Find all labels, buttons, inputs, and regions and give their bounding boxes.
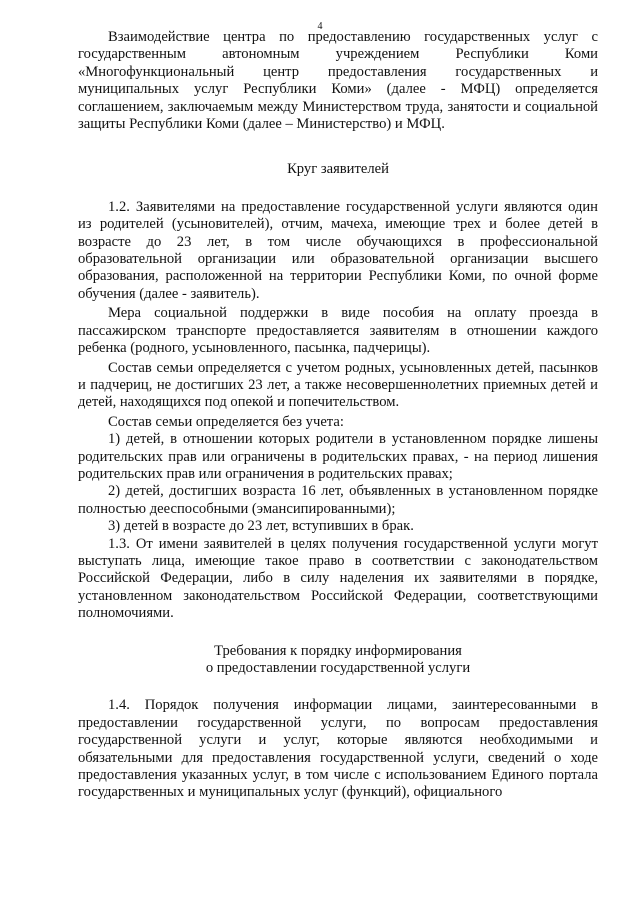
paragraph-support-measure: Мера социальной поддержки в виде пособия на оплату проезда в пассажирском транспорте предоставляется заявителям в отношении каждого ребенка (родного, усыновленного, пасынка, падчерицы). (78, 305, 598, 357)
section-heading-informing-line-2: о предоставлении государственной услуги (205, 660, 471, 676)
paragraph-1-3: 1.3. От имени заявителей в целях получения государственной услуги могут выступать лица, имеющие такое право в соответствии с законодательством Российской Федерации, либо в силу наделения их заявителями в порядке, установленном законодательством Российской Федерации, соответствующими полномочиями. (78, 535, 598, 622)
section-heading-informing-line-1: Требования к порядку информирования (214, 642, 462, 659)
paragraph-family-exclusions: Состав семьи определяется без учета: (108, 413, 344, 430)
page-content (78, 29, 598, 802)
intro-paragraph: Взаимодействие центра по предоставлению государственных услуг с государственным автономным учреждением Республики Коми «Многофункциональный центр предоставления государственных и муниципальных услуг Республики Коми» (далее - МФЦ) определяется соглашением, заключаемым между Министерством труда, занятости и социальной защиты Республики Коми (далее – Министерство) и МФЦ. (78, 29, 598, 133)
exclusion-item-1: 1) детей, в отношении которых родители в установленном порядке лишены родительских прав или ограничены в родительских правах, - на период лишения родительских прав или ограничения в родительских правах; (78, 431, 598, 482)
page-number: 4 (317, 21, 323, 32)
exclusion-item-2: 2) детей, достигших возраста 16 лет, объявленных в установленном порядке полностью дееспособными (эмансипированными); (78, 483, 598, 517)
paragraph-1-2: 1.2. Заявителями на предоставление государственной услуги являются один из родителей (усыновителей), отчим, мачеха, имеющие трех и более детей в возрасте до 23 лет, в том числе обучающихся в профессиональной образовательной организации или образовательной организации высшего образования, расположенной на территории Республики Коми, по очной форме обучения (далее - заявитель). (78, 198, 598, 302)
section-heading-applicants: Круг заявителей (287, 161, 389, 178)
paragraph-family-composition: Состав семьи определяется с учетом родных, усыновленных детей, пасынков и падчериц, не достигших 23 лет, а также несовершеннолетних приемных детей и детей, находящихся под опекой и попечительством. (78, 359, 598, 411)
paragraph-1-4: 1.4. Порядок получения информации лицами, заинтересованными в предоставлении государственной услуги, по вопросам предоставления государственной услуги и услуг, которые являются необходимыми и обязательными для предоставления государственной услуги, сведений о ходе предоставления указанных услуг, в том числе с использованием Единого портала государственных и муниципальных услуг (функций), официального (78, 697, 598, 801)
exclusion-item-3: 3) детей в возрасте до 23 лет, вступивших в брак. (108, 518, 414, 535)
